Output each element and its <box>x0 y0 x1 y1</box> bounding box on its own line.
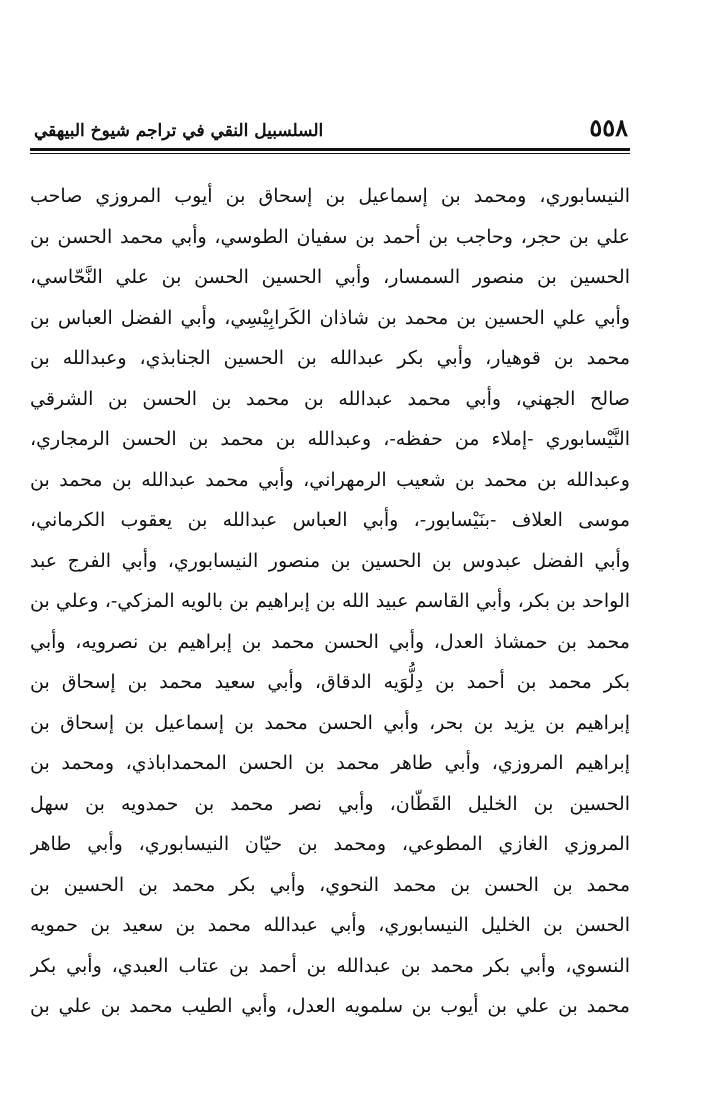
text-line: صالح الجهني، وأبي محمد عبدالله بن محمد بن الحسن بن الشرقي <box>30 387 630 410</box>
text-line: محمد بن الحسن بن محمد النحوي، وأبي بكر محمد بن الحسين بن <box>30 873 630 896</box>
text-line: محمد بن علي بن أيوب بن سلمويه العدل، وأبي الطيب محمد بن علي بن <box>30 995 630 1017</box>
book-page <box>30 110 630 1027</box>
text-line: علي بن حجر، وحاجب بن أحمد بن سفيان الطوسي، وأبي محمد الحسن بن <box>30 225 630 248</box>
text-line: وأبي علي الحسين بن محمد بن شاذان الكَرابِيْسِي، وأبي الفضل العباس بن <box>30 306 630 329</box>
header-rule-thick <box>30 148 630 151</box>
text-line: محمد بن قوهيار، وأبي بكر عبدالله بن الحسين الجنابذي، وعبدالله بن <box>30 347 630 369</box>
text-line: إبراهيم المروزي، وأبي طاهر محمد بن الحسن المحمداباذي، ومحمد بن <box>30 752 630 774</box>
text-line: المروزي الغازي المطوعي، ومحمد بن حيّان النيسابوري، وأبي طاهر <box>30 833 630 855</box>
text-line: موسى العلاف -بنَيْسابور-، وأبي العباس عبدالله بن يعقوب الكرماني، <box>30 509 630 531</box>
text-line: وعبدالله بن محمد بن شعيب الرمهراني، وأبي محمد عبدالله بن محمد بن <box>30 468 630 491</box>
text-line: الواحد بن بكر، وأبي القاسم عبيد الله بن إبراهيم بن بالويه المزكي-، وعلي بن <box>30 590 630 612</box>
text-line: وأبي الفضل عبدوس بن الحسين بن منصور النيسابوري، وأبي الفرج عبد <box>30 549 630 572</box>
page-header <box>30 110 630 148</box>
header-rule-thin <box>30 153 630 154</box>
running-title: السلسبيل النقي في تراجم شيوخ البيهقي <box>34 121 324 141</box>
text-line: الحسن بن الخليل النيسابوري، وأبي عبدالله محمد بن سعيد بن حمويه <box>30 914 630 936</box>
text-line: الحسين بن الخليل القَطّان، وأبي نصر محمد بن حمدويه بن سهل <box>30 792 630 815</box>
text-line: النيسابوري، ومحمد بن إسماعيل بن إسحاق بن أيوب المروزي صاحب <box>30 185 630 207</box>
body-text <box>30 176 630 1027</box>
text-line: إبراهيم بن يزيد بن بحر، وأبي الحسن محمد بن إسماعيل بن إسحاق بن <box>30 711 630 734</box>
text-line: النَّيْسابوري -إملاء من حفظه-، وعبدالله بن محمد بن الحسن الرمجاري، <box>30 428 630 450</box>
page-number: ٥٥٨ <box>589 113 628 142</box>
text-line: بكر محمد بن أحمد بن دِلُّوَيه الدقاق، وأبي سعيد محمد بن إسحاق بن <box>30 671 630 693</box>
text-line: النسوي، وأبي بكر محمد بن عبدالله بن أحمد بن عتاب العبدي، وأبي بكر <box>30 954 630 977</box>
text-line: الحسين بن منصور السمسار، وأبي الحسين الحسن بن علي النَّحّاسي، <box>30 266 630 288</box>
text-line: محمد بن حمشاذ العدل، وأبي الحسن محمد بن إبراهيم بن نصرويه، وأبي <box>30 630 630 653</box>
